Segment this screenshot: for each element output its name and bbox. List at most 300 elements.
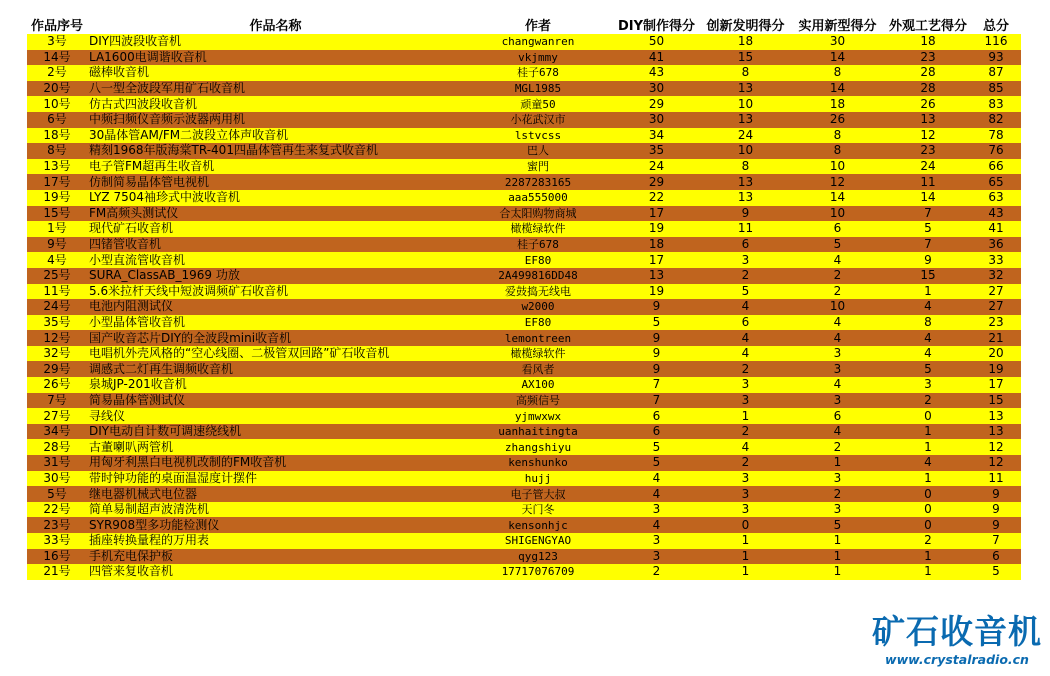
cell-appearance-score: 28 [885, 81, 971, 97]
cell-appearance-score: 0 [885, 517, 971, 533]
cell-practical-score: 3 [790, 361, 885, 377]
cell-practical-score: 14 [790, 50, 885, 66]
table-row [27, 346, 1021, 362]
cell-appearance-score: 4 [885, 330, 971, 346]
table-row [27, 221, 1021, 237]
cell-author: 蜜門 [464, 159, 612, 175]
cell-entry-no: 1号 [27, 221, 87, 237]
cell-diy-score: 7 [612, 377, 701, 393]
cell-innovation-score: 24 [701, 128, 790, 144]
cell-practical-score: 10 [790, 206, 885, 222]
cell-total-score: 33 [971, 252, 1021, 268]
cell-entry-name: 30晶体管AM/FM二波段立体声收音机 [87, 128, 464, 144]
cell-entry-no: 15号 [27, 206, 87, 222]
cell-total-score: 13 [971, 408, 1021, 424]
cell-practical-score: 14 [790, 81, 885, 97]
cell-total-score: 15 [971, 393, 1021, 409]
cell-entry-name: 电池内阻测试仪 [87, 299, 464, 315]
cell-total-score: 19 [971, 361, 1021, 377]
cell-author: 小花武汉市 [464, 112, 612, 128]
cell-total-score: 9 [971, 486, 1021, 502]
cell-practical-score: 1 [790, 533, 885, 549]
cell-total-score: 23 [971, 315, 1021, 331]
cell-appearance-score: 3 [885, 377, 971, 393]
cell-diy-score: 4 [612, 486, 701, 502]
cell-entry-name: 中频扫频仪音频示波器两用机 [87, 112, 464, 128]
cell-appearance-score: 7 [885, 237, 971, 253]
cell-entry-no: 13号 [27, 159, 87, 175]
cell-entry-name: 用匈牙利黑白电视机改制的FM收音机 [87, 455, 464, 471]
cell-entry-no: 22号 [27, 502, 87, 518]
cell-diy-score: 22 [612, 190, 701, 206]
cell-entry-no: 30号 [27, 471, 87, 487]
cell-author: vkjmmy [464, 50, 612, 66]
cell-innovation-score: 4 [701, 299, 790, 315]
cell-author: 看风者 [464, 361, 612, 377]
table-row [27, 424, 1021, 440]
cell-author: 17717076709 [464, 564, 612, 580]
table-row [27, 206, 1021, 222]
cell-innovation-score: 1 [701, 533, 790, 549]
cell-diy-score: 41 [612, 50, 701, 66]
cell-innovation-score: 3 [701, 502, 790, 518]
cell-entry-name: 继电器机械式电位器 [87, 486, 464, 502]
cell-diy-score: 19 [612, 284, 701, 300]
cell-total-score: 32 [971, 268, 1021, 284]
cell-diy-score: 9 [612, 346, 701, 362]
cell-appearance-score: 18 [885, 34, 971, 50]
cell-diy-score: 3 [612, 533, 701, 549]
table-body [27, 34, 1021, 580]
table-row [27, 315, 1021, 331]
cell-practical-score: 18 [790, 96, 885, 112]
cell-author: 巴人 [464, 143, 612, 159]
cell-appearance-score: 11 [885, 174, 971, 190]
cell-entry-name: 四管来复收音机 [87, 564, 464, 580]
cell-author: hujj [464, 471, 612, 487]
cell-entry-no: 27号 [27, 408, 87, 424]
cell-author: aaa555000 [464, 190, 612, 206]
cell-diy-score: 17 [612, 252, 701, 268]
cell-total-score: 20 [971, 346, 1021, 362]
cell-diy-score: 4 [612, 517, 701, 533]
cell-entry-name: DIY四波段收音机 [87, 34, 464, 50]
cell-entry-name: 调感式二灯再生调频收音机 [87, 361, 464, 377]
cell-diy-score: 17 [612, 206, 701, 222]
cell-appearance-score: 2 [885, 393, 971, 409]
table-row [27, 471, 1021, 487]
cell-entry-no: 18号 [27, 128, 87, 144]
cell-appearance-score: 1 [885, 549, 971, 565]
cell-appearance-score: 1 [885, 439, 971, 455]
cell-practical-score: 2 [790, 439, 885, 455]
cell-entry-no: 23号 [27, 517, 87, 533]
cell-appearance-score: 24 [885, 159, 971, 175]
cell-author: SHIGENGYAO [464, 533, 612, 549]
cell-total-score: 6 [971, 549, 1021, 565]
cell-diy-score: 4 [612, 471, 701, 487]
cell-entry-no: 10号 [27, 96, 87, 112]
cell-entry-name: 小型晶体管收音机 [87, 315, 464, 331]
cell-innovation-score: 1 [701, 408, 790, 424]
cell-total-score: 9 [971, 502, 1021, 518]
cell-practical-score: 3 [790, 346, 885, 362]
cell-entry-no: 26号 [27, 377, 87, 393]
cell-practical-score: 12 [790, 174, 885, 190]
cell-entry-name: LA1600电调谐收音机 [87, 50, 464, 66]
cell-total-score: 116 [971, 34, 1021, 50]
cell-author: 顽童50 [464, 96, 612, 112]
cell-innovation-score: 2 [701, 455, 790, 471]
cell-total-score: 21 [971, 330, 1021, 346]
cell-appearance-score: 1 [885, 424, 971, 440]
table-row [27, 564, 1021, 580]
cell-entry-no: 19号 [27, 190, 87, 206]
cell-innovation-score: 4 [701, 346, 790, 362]
cell-total-score: 27 [971, 299, 1021, 315]
cell-innovation-score: 13 [701, 112, 790, 128]
table-row [27, 517, 1021, 533]
cell-appearance-score: 1 [885, 471, 971, 487]
cell-innovation-score: 2 [701, 268, 790, 284]
cell-appearance-score: 4 [885, 346, 971, 362]
cell-entry-no: 8号 [27, 143, 87, 159]
cell-practical-score: 14 [790, 190, 885, 206]
cell-appearance-score: 12 [885, 128, 971, 144]
cell-total-score: 5 [971, 564, 1021, 580]
table-row [27, 174, 1021, 190]
table-row [27, 112, 1021, 128]
cell-practical-score: 3 [790, 502, 885, 518]
cell-entry-no: 21号 [27, 564, 87, 580]
cell-entry-no: 12号 [27, 330, 87, 346]
cell-practical-score: 5 [790, 237, 885, 253]
cell-author: 2287283165 [464, 174, 612, 190]
cell-innovation-score: 2 [701, 361, 790, 377]
cell-total-score: 66 [971, 159, 1021, 175]
cell-total-score: 11 [971, 471, 1021, 487]
cell-total-score: 63 [971, 190, 1021, 206]
cell-total-score: 13 [971, 424, 1021, 440]
cell-entry-name: 电唱机外壳风格的“空心线圈、二极管双回路”矿石收音机 [87, 346, 464, 362]
table-row [27, 377, 1021, 393]
table-row [27, 34, 1021, 50]
table-row [27, 237, 1021, 253]
table-row [27, 299, 1021, 315]
cell-author: uanhaitingta [464, 424, 612, 440]
cell-entry-no: 32号 [27, 346, 87, 362]
cell-entry-no: 25号 [27, 268, 87, 284]
cell-entry-name: SYR908型多功能检测仪 [87, 517, 464, 533]
cell-practical-score: 4 [790, 424, 885, 440]
cell-appearance-score: 0 [885, 502, 971, 518]
table-row [27, 486, 1021, 502]
cell-practical-score: 26 [790, 112, 885, 128]
cell-practical-score: 1 [790, 549, 885, 565]
cell-innovation-score: 1 [701, 549, 790, 565]
header-author: 作者 [464, 15, 612, 34]
cell-appearance-score: 23 [885, 50, 971, 66]
cell-entry-no: 31号 [27, 455, 87, 471]
cell-entry-name: 现代矿石收音机 [87, 221, 464, 237]
cell-innovation-score: 13 [701, 81, 790, 97]
cell-author: 合太阳购物商城 [464, 206, 612, 222]
cell-total-score: 83 [971, 96, 1021, 112]
cell-practical-score: 2 [790, 486, 885, 502]
cell-diy-score: 24 [612, 159, 701, 175]
table-row [27, 533, 1021, 549]
cell-total-score: 76 [971, 143, 1021, 159]
cell-diy-score: 9 [612, 299, 701, 315]
header-entry-name: 作品名称 [87, 15, 464, 34]
cell-entry-name: 5.6米拉杆天线中短波调频矿石收音机 [87, 284, 464, 300]
cell-entry-name: DIY电动自计数可调速绕线机 [87, 424, 464, 440]
cell-entry-no: 34号 [27, 424, 87, 440]
cell-entry-no: 16号 [27, 549, 87, 565]
cell-practical-score: 8 [790, 128, 885, 144]
cell-entry-name: 精刻1968年版海棠TR-401四晶体管再生来复式收音机 [87, 143, 464, 159]
cell-practical-score: 4 [790, 315, 885, 331]
cell-appearance-score: 1 [885, 564, 971, 580]
cell-author: 高频信号 [464, 393, 612, 409]
cell-innovation-score: 8 [701, 65, 790, 81]
cell-total-score: 27 [971, 284, 1021, 300]
cell-entry-name: 电子管FM超再生收音机 [87, 159, 464, 175]
cell-entry-no: 11号 [27, 284, 87, 300]
table-row [27, 268, 1021, 284]
cell-entry-no: 4号 [27, 252, 87, 268]
cell-entry-no: 20号 [27, 81, 87, 97]
cell-entry-name: 古董喇叭两管机 [87, 439, 464, 455]
score-table [27, 15, 1021, 580]
header-total-score: 总分 [971, 15, 1021, 34]
cell-innovation-score: 9 [701, 206, 790, 222]
cell-author: kensonhjc [464, 517, 612, 533]
table-row [27, 65, 1021, 81]
table-row [27, 455, 1021, 471]
cell-diy-score: 5 [612, 315, 701, 331]
cell-entry-name: 手机充电保护板 [87, 549, 464, 565]
cell-entry-no: 28号 [27, 439, 87, 455]
cell-total-score: 7 [971, 533, 1021, 549]
cell-total-score: 12 [971, 439, 1021, 455]
table-row [27, 252, 1021, 268]
cell-practical-score: 4 [790, 330, 885, 346]
cell-practical-score: 10 [790, 299, 885, 315]
table-row [27, 284, 1021, 300]
cell-entry-name: 仿古式四波段收音机 [87, 96, 464, 112]
cell-entry-name: 小型直流管收音机 [87, 252, 464, 268]
cell-total-score: 41 [971, 221, 1021, 237]
cell-appearance-score: 5 [885, 221, 971, 237]
header-innovation-score: 创新发明得分 [701, 15, 790, 34]
cell-appearance-score: 23 [885, 143, 971, 159]
cell-entry-name: 寻线仪 [87, 408, 464, 424]
cell-practical-score: 4 [790, 377, 885, 393]
cell-entry-no: 33号 [27, 533, 87, 549]
cell-practical-score: 8 [790, 65, 885, 81]
logo-url: www.crystalradio.cn [885, 652, 1029, 667]
cell-entry-name: 八一型全波段军用矿石收音机 [87, 81, 464, 97]
cell-total-score: 65 [971, 174, 1021, 190]
cell-author: zhangshiyu [464, 439, 612, 455]
cell-practical-score: 30 [790, 34, 885, 50]
cell-appearance-score: 13 [885, 112, 971, 128]
cell-entry-name: 插座转换量程的万用表 [87, 533, 464, 549]
table-row [27, 128, 1021, 144]
cell-author: AX100 [464, 377, 612, 393]
cell-author: 天门冬 [464, 502, 612, 518]
table-row [27, 439, 1021, 455]
cell-total-score: 82 [971, 112, 1021, 128]
table-row [27, 96, 1021, 112]
cell-innovation-score: 4 [701, 439, 790, 455]
cell-practical-score: 3 [790, 471, 885, 487]
cell-innovation-score: 3 [701, 393, 790, 409]
cell-author: qyg123 [464, 549, 612, 565]
header-row [27, 15, 1021, 34]
cell-diy-score: 5 [612, 439, 701, 455]
cell-innovation-score: 8 [701, 159, 790, 175]
cell-entry-name: FM高频头测试仪 [87, 206, 464, 222]
cell-diy-score: 9 [612, 330, 701, 346]
cell-innovation-score: 3 [701, 486, 790, 502]
cell-author: MGL1985 [464, 81, 612, 97]
cell-diy-score: 18 [612, 237, 701, 253]
cell-appearance-score: 28 [885, 65, 971, 81]
cell-author: kenshunko [464, 455, 612, 471]
cell-entry-no: 7号 [27, 393, 87, 409]
cell-innovation-score: 18 [701, 34, 790, 50]
header-practical-score: 实用新型得分 [790, 15, 885, 34]
cell-diy-score: 3 [612, 549, 701, 565]
cell-entry-name: SURA_ClassAB_1969 功放 [87, 268, 464, 284]
cell-diy-score: 3 [612, 502, 701, 518]
cell-innovation-score: 15 [701, 50, 790, 66]
table-row [27, 159, 1021, 175]
table-row [27, 50, 1021, 66]
table-row [27, 190, 1021, 206]
table-row [27, 393, 1021, 409]
cell-entry-no: 5号 [27, 486, 87, 502]
cell-diy-score: 30 [612, 112, 701, 128]
cell-entry-name: 简易晶体管测试仪 [87, 393, 464, 409]
cell-innovation-score: 10 [701, 143, 790, 159]
cell-innovation-score: 4 [701, 330, 790, 346]
cell-total-score: 36 [971, 237, 1021, 253]
cell-innovation-score: 11 [701, 221, 790, 237]
cell-appearance-score: 0 [885, 408, 971, 424]
cell-total-score: 17 [971, 377, 1021, 393]
cell-entry-no: 14号 [27, 50, 87, 66]
cell-total-score: 85 [971, 81, 1021, 97]
cell-innovation-score: 0 [701, 517, 790, 533]
cell-entry-name: 简单易制超声波清洗机 [87, 502, 464, 518]
cell-diy-score: 13 [612, 268, 701, 284]
logo-title: 矿石收音机 [872, 612, 1042, 651]
cell-diy-score: 5 [612, 455, 701, 471]
cell-practical-score: 5 [790, 517, 885, 533]
cell-author: w2000 [464, 299, 612, 315]
cell-practical-score: 2 [790, 284, 885, 300]
cell-innovation-score: 5 [701, 284, 790, 300]
table-row [27, 549, 1021, 565]
cell-practical-score: 8 [790, 143, 885, 159]
cell-practical-score: 4 [790, 252, 885, 268]
cell-appearance-score: 8 [885, 315, 971, 331]
cell-author: EF80 [464, 315, 612, 331]
cell-diy-score: 29 [612, 96, 701, 112]
cell-diy-score: 30 [612, 81, 701, 97]
cell-author: 电子管大叔 [464, 486, 612, 502]
cell-practical-score: 10 [790, 159, 885, 175]
cell-total-score: 78 [971, 128, 1021, 144]
cell-innovation-score: 3 [701, 252, 790, 268]
table-row [27, 502, 1021, 518]
cell-total-score: 9 [971, 517, 1021, 533]
table-row [27, 408, 1021, 424]
cell-diy-score: 6 [612, 408, 701, 424]
cell-author: EF80 [464, 252, 612, 268]
cell-innovation-score: 3 [701, 377, 790, 393]
cell-entry-no: 35号 [27, 315, 87, 331]
cell-appearance-score: 1 [885, 284, 971, 300]
cell-entry-name: 磁棒收音机 [87, 65, 464, 81]
cell-innovation-score: 13 [701, 190, 790, 206]
table-row [27, 81, 1021, 97]
cell-diy-score: 9 [612, 361, 701, 377]
cell-entry-name: 国产收音芯片DIY的全波段mini收音机 [87, 330, 464, 346]
cell-appearance-score: 7 [885, 206, 971, 222]
cell-innovation-score: 2 [701, 424, 790, 440]
cell-appearance-score: 9 [885, 252, 971, 268]
cell-appearance-score: 4 [885, 455, 971, 471]
cell-appearance-score: 4 [885, 299, 971, 315]
cell-innovation-score: 6 [701, 237, 790, 253]
cell-diy-score: 6 [612, 424, 701, 440]
cell-innovation-score: 1 [701, 564, 790, 580]
cell-appearance-score: 0 [885, 486, 971, 502]
cell-author: changwanren [464, 34, 612, 50]
cell-practical-score: 1 [790, 455, 885, 471]
cell-diy-score: 7 [612, 393, 701, 409]
table-row [27, 143, 1021, 159]
cell-diy-score: 43 [612, 65, 701, 81]
table-row [27, 330, 1021, 346]
cell-entry-name: 泉城JP-201收音机 [87, 377, 464, 393]
cell-author: 桂子678 [464, 65, 612, 81]
cell-entry-name: 仿制简易晶体管电视机 [87, 174, 464, 190]
cell-author: 桂子678 [464, 237, 612, 253]
cell-appearance-score: 2 [885, 533, 971, 549]
cell-entry-no: 9号 [27, 237, 87, 253]
header-entry-no: 作品序号 [27, 15, 87, 34]
cell-entry-no: 17号 [27, 174, 87, 190]
cell-entry-name: LYZ 7504袖珍式中波收音机 [87, 190, 464, 206]
cell-author: lemontreen [464, 330, 612, 346]
header-appearance-score: 外观工艺得分 [885, 15, 971, 34]
cell-author: 橄榄绿软件 [464, 221, 612, 237]
cell-entry-no: 3号 [27, 34, 87, 50]
cell-entry-no: 24号 [27, 299, 87, 315]
cell-practical-score: 3 [790, 393, 885, 409]
cell-author: 爱鼓捣无线电 [464, 284, 612, 300]
cell-practical-score: 2 [790, 268, 885, 284]
cell-practical-score: 6 [790, 408, 885, 424]
cell-entry-name: 带时钟功能的桌面温湿度计摆件 [87, 471, 464, 487]
cell-diy-score: 50 [612, 34, 701, 50]
header-diy-score: DIY制作得分 [612, 15, 701, 34]
